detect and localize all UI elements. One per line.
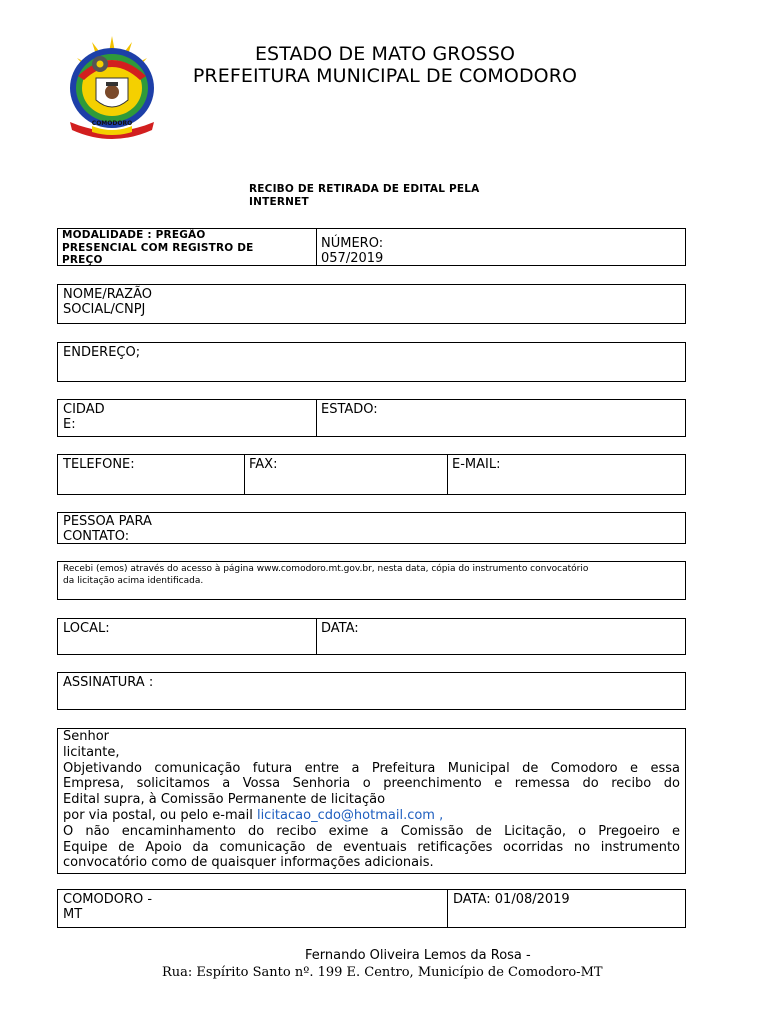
notice-line: Senhor xyxy=(63,729,110,744)
modalidade-line2: PRESENCIAL COM REGISTRO DE xyxy=(62,241,254,254)
telefone-label: TELEFONE: xyxy=(63,457,135,472)
numero-label: NÚMERO: xyxy=(321,236,384,251)
notice-line: convocatório como de quaisquer informações adicionais. xyxy=(63,855,434,871)
declaration-line2: da licitação acima identificada. xyxy=(63,576,204,586)
modalidade-cell xyxy=(62,229,312,265)
estado-label: ESTADO: xyxy=(321,402,378,417)
municipality-name: PREFEITURA MUNICIPAL DE COMODORO xyxy=(192,65,578,87)
notice-line: O não encaminhamento do recibo exime a Comissão de Licitação, o Pregoeiro e xyxy=(63,823,680,839)
email-field[interactable] xyxy=(447,455,685,494)
state-name: ESTADO DE MATO GROSSO xyxy=(254,43,516,65)
pessoa-label-line1: PESSOA PARA xyxy=(63,514,152,529)
notice-box xyxy=(57,728,686,874)
document-title xyxy=(249,183,549,209)
declaration-box xyxy=(57,561,686,600)
data-field[interactable] xyxy=(316,619,685,654)
notice-email-prefix: por via postal, ou pelo e-mail xyxy=(63,807,257,823)
cidade-estado-row xyxy=(57,399,686,437)
city-line2: MT xyxy=(63,907,83,922)
notice-line: Objetivando comunicação futura entre a Prefeitura Municipal de Comodoro e essa xyxy=(63,760,680,776)
document-title-line1: RECIBO DE RETIRADA DE EDITAL PELA xyxy=(249,183,480,195)
pessoa-label-line2: CONTATO: xyxy=(63,529,130,544)
endereco-label: ENDEREÇO; xyxy=(63,345,141,360)
numero-cell xyxy=(316,229,685,265)
local-label: LOCAL: xyxy=(63,621,110,636)
assinatura-field[interactable] xyxy=(57,672,686,710)
endereco-field[interactable] xyxy=(57,342,686,382)
modalidade-line3: PREÇO xyxy=(62,254,103,266)
data-label: DATA: xyxy=(321,621,359,636)
notice-line: Edital supra, à Comissão Permanente de licitação xyxy=(63,792,386,808)
estado-field[interactable] xyxy=(316,400,685,436)
cidade-label-line1: CIDAD xyxy=(63,402,105,417)
logo-ribbon-text: COMODORO xyxy=(91,120,133,127)
contact-row xyxy=(57,454,686,495)
telefone-field[interactable] xyxy=(58,455,244,494)
declaration-line1: Recebi (emos) através do acesso à página www.comodoro.mt.gov.br, nesta data, cópia do instrumento convocatório xyxy=(63,564,589,574)
nome-label-line1: NOME/RAZÃO xyxy=(63,287,152,302)
fax-field[interactable] xyxy=(244,455,447,494)
signatory-name: Fernando Oliveira Lemos da Rosa - xyxy=(305,948,531,963)
email-label: E-MAIL: xyxy=(452,457,501,472)
nome-razao-field[interactable] xyxy=(57,284,686,324)
fax-label: FAX: xyxy=(249,457,278,472)
date-cell xyxy=(447,890,685,927)
local-field[interactable] xyxy=(58,619,316,654)
numero-value: 057/2019 xyxy=(321,251,384,266)
city-line1: COMODORO - xyxy=(63,892,153,907)
notice-line: Empresa, solicitamos a Vossa Senhoria o preenchimento e remessa do recibo do xyxy=(63,776,680,792)
assinatura-label: ASSINATURA : xyxy=(63,675,154,690)
city-cell xyxy=(58,890,447,927)
city-date-row xyxy=(57,889,686,928)
notice-line: licitante, xyxy=(63,744,120,760)
cidade-field[interactable] xyxy=(58,400,316,436)
modalidade-line1: MODALIDADE : PREGÃO xyxy=(62,229,206,241)
notice-line: Equipe de Apoio da comunicação de eventuais retificações ocorridas no instrumento xyxy=(63,839,680,855)
document-date: DATA: 01/08/2019 xyxy=(453,892,570,907)
municipal-coat-of-arms xyxy=(62,30,162,146)
nome-label-line2: SOCIAL/CNPJ xyxy=(63,302,146,317)
modalidade-row xyxy=(57,228,686,266)
cidade-label-line2: E: xyxy=(63,417,76,432)
notice-line-email xyxy=(63,808,680,824)
local-data-row xyxy=(57,618,686,655)
footer-address: Rua: Espírito Santo nº. 199 E. Centro, Município de Comodoro-MT xyxy=(162,965,603,980)
document-title-line2: INTERNET xyxy=(249,196,309,208)
email-link[interactable]: licitacao_cdo@hotmail.com , xyxy=(256,807,444,823)
pessoa-contato-field[interactable] xyxy=(57,512,686,544)
